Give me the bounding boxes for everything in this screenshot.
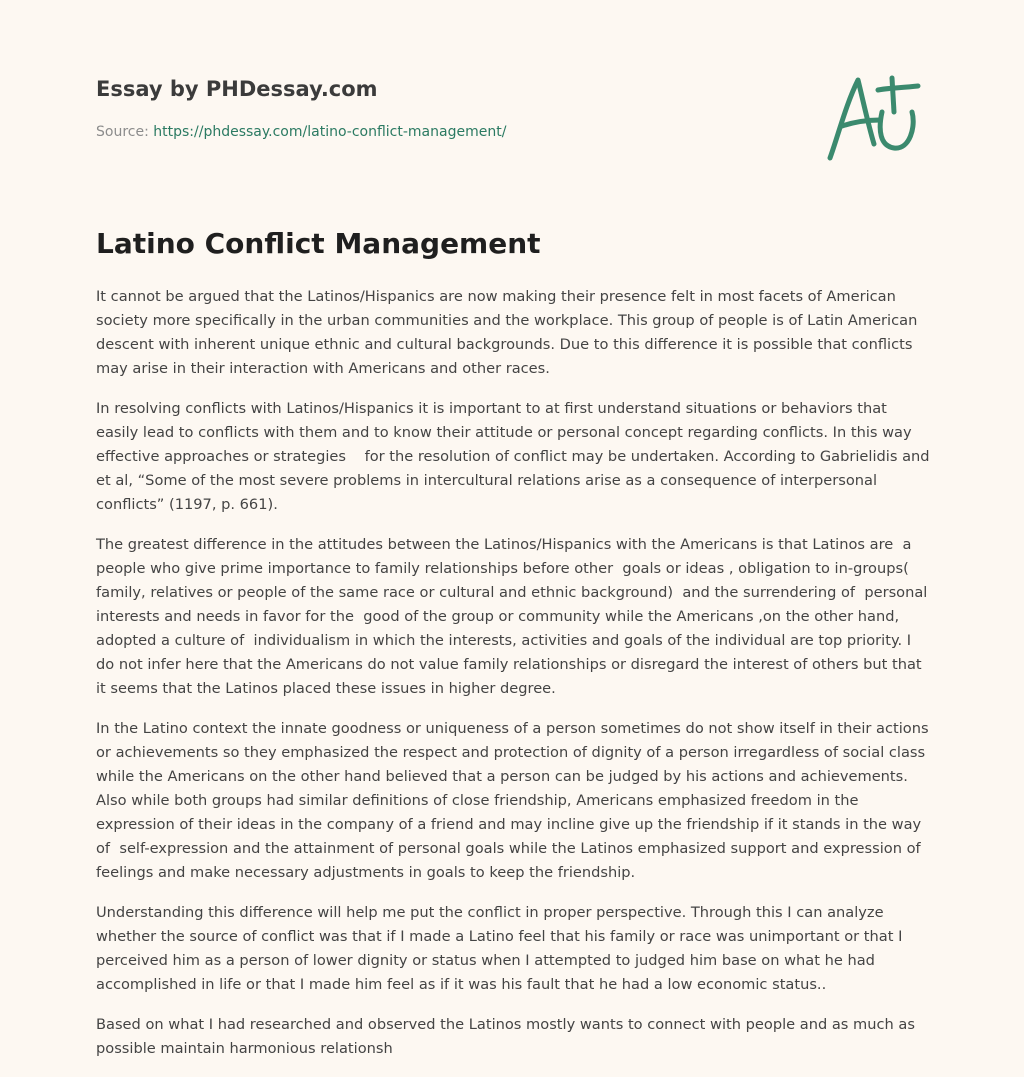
essay-paragraph: Understanding this difference will help me put the conflict in proper perspective. Through this I can analyze whether the source of conflict was that if I made a Latino feel that his family or race was unimportant or that I perceived him as a person of lower dignity or status when I attempted to judged him base on what he had accomplished in life or that I made him feel as if it was his fault that he had a low economic status.. [96, 904, 908, 993]
essay-body [96, 285, 935, 1077]
essay-paragraph: Based on what I had researched and observed the Latinos mostly wants to connect with people and as much as possible maintain harmonious relationsh [96, 1016, 920, 1057]
a-plus-grade-icon [820, 66, 930, 166]
essay-title: Latino Conflict Management [96, 227, 541, 260]
essay-paragraph: In resolving conflicts with Latinos/Hispanics it is important to at first understand situations or behaviors that easily lead to conflicts with them and to know their attitude or personal concept regarding conflicts. In this way effective approaches or strategies for the resolution of conflict may be undertaken. According to Gabrielidis and et al, “Some of the most severe problems in intercultural relations arise as a consequence of interpersonal conflicts” (1197, p. 661). [96, 400, 935, 513]
brand-title: Essay by PHDessay.com [96, 77, 378, 101]
source-label: Source: [96, 124, 149, 140]
essay-paragraph: It cannot be argued that the Latinos/Hispanics are now making their presence felt in most facets of American society more specifically in the urban communities and the workplace. This group of people is of Latin American descent with inherent unique ethnic and cultural backgrounds. Due to this difference it is possible that conflicts may arise in their interaction with Americans and other races. [96, 288, 922, 377]
source-line [96, 122, 696, 142]
source-link[interactable]: https://phdessay.com/latino-conflict-management/ [153, 124, 507, 140]
essay-paragraph: The greatest difference in the attitudes between the Latinos/Hispanics with the Americans is that Latinos are a people who give prime importance to family relationships before other goals or ideas , obligation to in-groups( family, relatives or people of the same race or cultural and ethnic background) and the surrendering of personal interests and needs in favor for the good of the group or community while the Americans ,on the other hand, adopted a culture of individualism in which the interests, activities and goals of the individual are top priority. I do not infer here that the Americans do not value family relationships or disregard the interest of others but that it seems that the Latinos placed these issues in higher degree. [96, 536, 932, 697]
essay-paragraph: In the Latino context the innate goodness or uniqueness of a person sometimes do not show itself in their actions or achievements so they emphasized the respect and protection of dignity of a person irregardless of social class while the Americans on the other hand believed that a person can be judged by his actions and achievements. Also while both groups had similar definitions of close friendship, Americans emphasized freedom in the expression of their ideas in the company of a friend and may incline give up the friendship if it stands in the way of self-expression and the attainment of personal goals while the Latinos emphasized support and expression of feelings and make necessary adjustments in goals to keep the friendship. [96, 720, 934, 881]
page-header [96, 74, 696, 142]
